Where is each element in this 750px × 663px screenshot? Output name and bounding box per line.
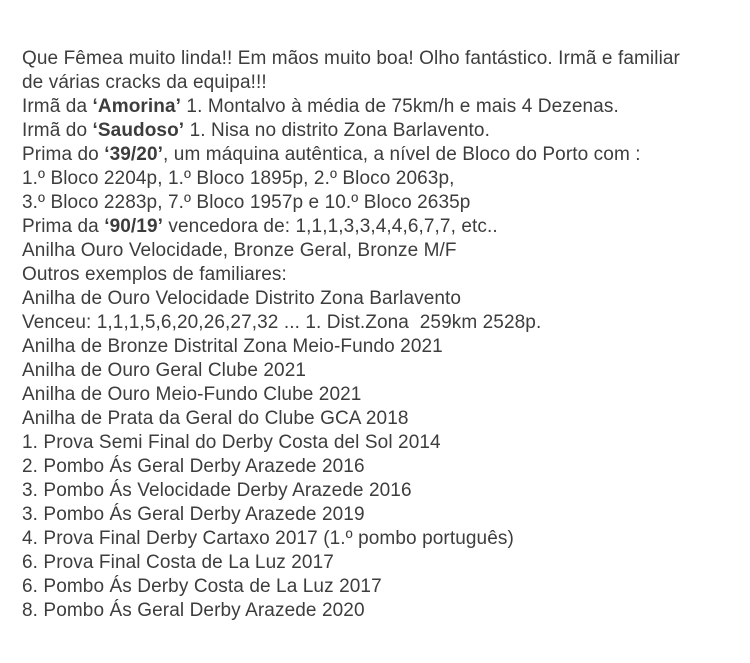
text-segment: 3.º Bloco 2283p, 7.º Bloco 1957p e 10.º Bloco 2635p xyxy=(22,192,471,213)
text-segment: 2. Pombo Ás Geral Derby Arazede 2016 xyxy=(22,456,365,477)
text-segment: Outros exemplos de familiares: xyxy=(22,264,287,285)
text-segment: 8. Pombo Ás Geral Derby Arazede 2020 xyxy=(22,600,365,621)
text-segment: Prima da xyxy=(22,216,105,237)
text-line xyxy=(22,95,740,119)
text-segment: 3. Pombo Ás Geral Derby Arazede 2019 xyxy=(22,504,365,525)
text-segment: , um máquina autêntica, a nível de Bloco do Porto com : xyxy=(163,144,641,165)
text-segment: Prima do xyxy=(22,144,105,165)
text-line xyxy=(22,359,740,383)
document-body xyxy=(22,47,740,623)
text-line xyxy=(22,47,740,71)
text-line xyxy=(22,431,740,455)
text-segment: 1. Nisa no distrito Zona Barlavento. xyxy=(184,120,490,141)
text-segment: vencedora de: 1,1,1,3,3,4,4,6,7,7, etc.. xyxy=(163,216,498,237)
text-line xyxy=(22,119,740,143)
text-segment: 3. Pombo Ás Velocidade Derby Arazede 2016 xyxy=(22,480,412,501)
text-segment: Venceu: 1,1,1,5,6,20,26,27,32 ... 1. Dist.Zona 259km 2528p. xyxy=(22,312,542,333)
text-line xyxy=(22,599,740,623)
text-segment: de várias cracks da equipa!!! xyxy=(22,72,267,93)
text-segment: Anilha de Ouro Geral Clube 2021 xyxy=(22,360,307,381)
text-segment: Que Fêmea muito linda!! Em mãos muito boa! Olho fantástico. Irmã e familiar xyxy=(22,48,680,69)
text-segment: Anilha de Bronze Distrital Zona Meio-Fundo 2021 xyxy=(22,336,443,357)
text-segment: Anilha Ouro Velocidade, Bronze Geral, Bronze M/F xyxy=(22,240,457,261)
text-segment: 6. Prova Final Costa de La Luz 2017 xyxy=(22,552,334,573)
text-line xyxy=(22,263,740,287)
text-line xyxy=(22,407,740,431)
text-segment: 6. Pombo Ás Derby Costa de La Luz 2017 xyxy=(22,576,382,597)
text-line xyxy=(22,215,740,239)
text-line xyxy=(22,527,740,551)
text-line xyxy=(22,143,740,167)
text-line xyxy=(22,335,740,359)
bold-text-segment: ‘90/19’ xyxy=(104,216,164,237)
text-line xyxy=(22,575,740,599)
text-line xyxy=(22,479,740,503)
text-segment: 1.º Bloco 2204p, 1.º Bloco 1895p, 2.º Bloco 2063p, xyxy=(22,168,455,189)
text-segment: Irmã do xyxy=(22,120,93,141)
bold-text-segment: ‘Saudoso’ xyxy=(92,120,185,141)
text-line xyxy=(22,287,740,311)
text-line xyxy=(22,503,740,527)
text-line xyxy=(22,311,740,335)
text-segment: Anilha de Prata da Geral do Clube GCA 2018 xyxy=(22,408,409,429)
text-segment: Anilha de Ouro Velocidade Distrito Zona Barlavento xyxy=(22,288,462,309)
text-segment: Anilha de Ouro Meio-Fundo Clube 2021 xyxy=(22,384,362,405)
text-line xyxy=(22,71,740,95)
text-line xyxy=(22,167,740,191)
text-segment: 4. Prova Final Derby Cartaxo 2017 (1.º pombo português) xyxy=(22,528,514,549)
text-segment: 1. Prova Semi Final do Derby Costa del Sol 2014 xyxy=(22,432,441,453)
text-segment: Irmã da xyxy=(22,96,93,117)
text-line xyxy=(22,191,740,215)
text-segment: 1. Montalvo à média de 75km/h e mais 4 Dezenas. xyxy=(181,96,619,117)
text-line xyxy=(22,239,740,263)
bold-text-segment: ‘39/20’ xyxy=(104,144,164,165)
text-line xyxy=(22,455,740,479)
text-line xyxy=(22,551,740,575)
bold-text-segment: ‘Amorina’ xyxy=(92,96,182,117)
text-line xyxy=(22,383,740,407)
